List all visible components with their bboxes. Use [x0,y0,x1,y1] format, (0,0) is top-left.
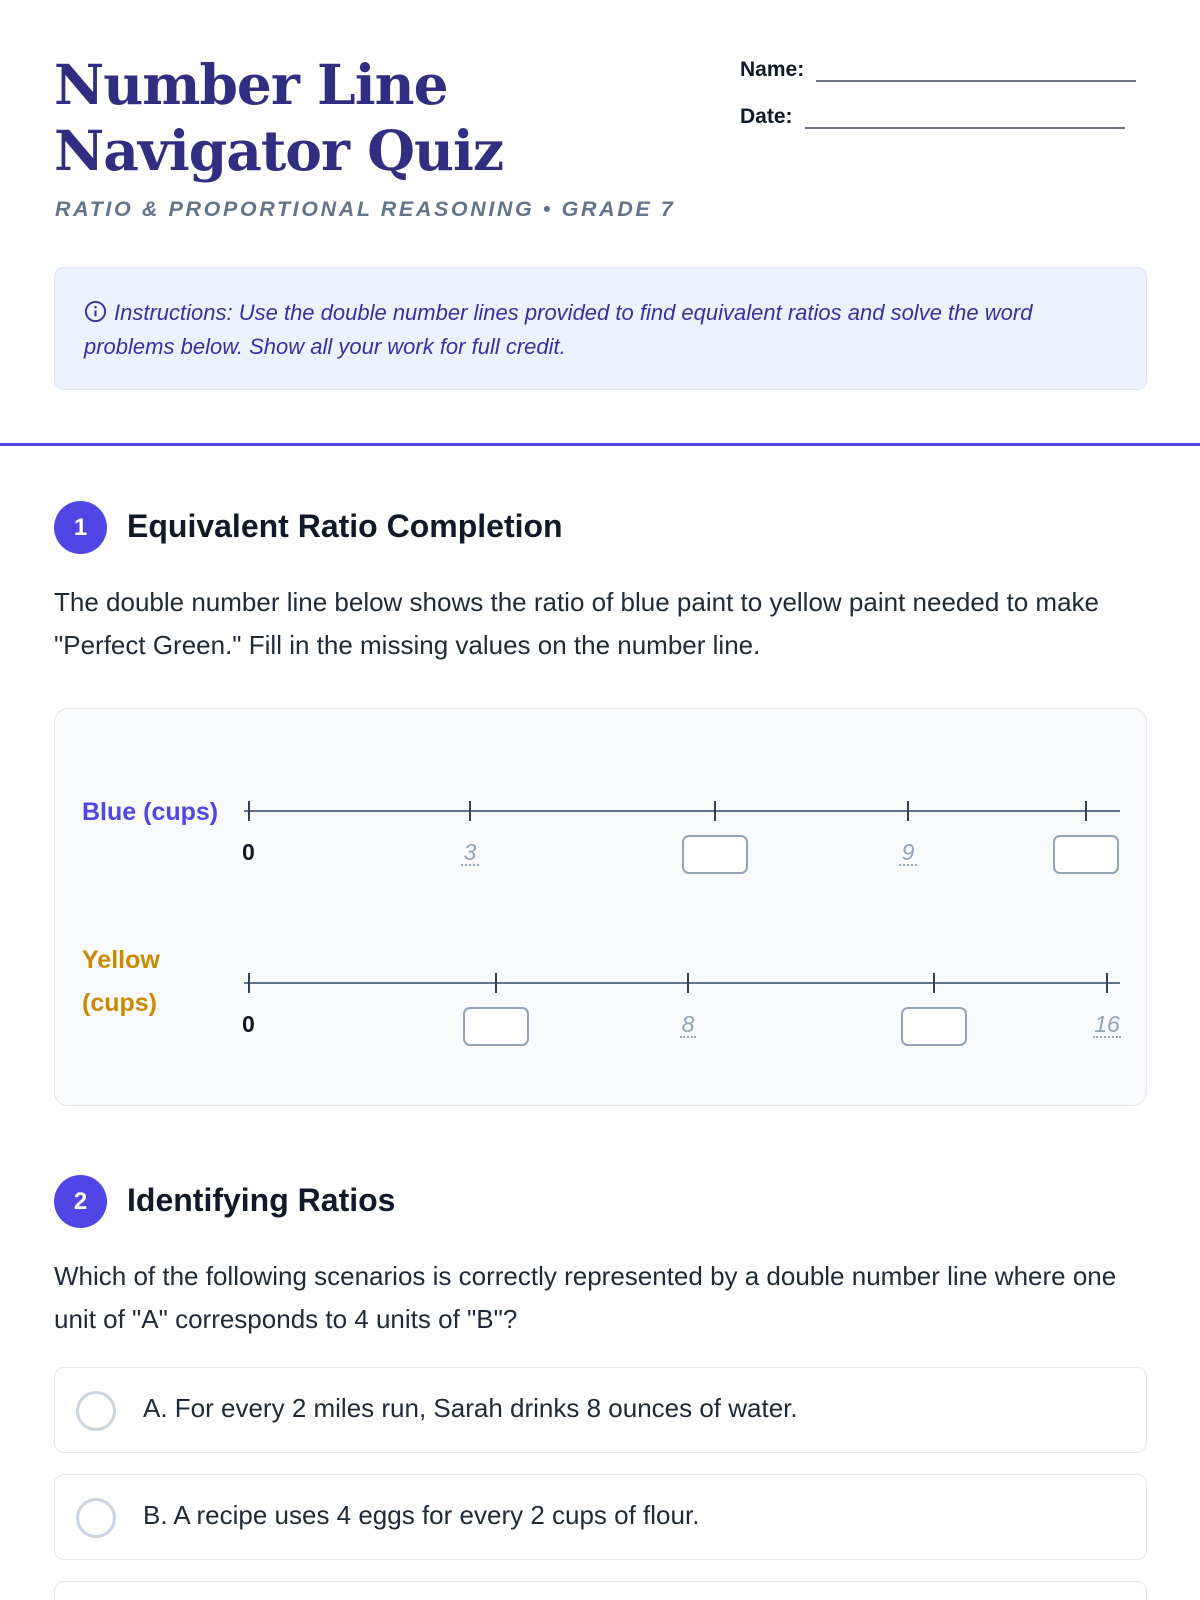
date-row [740,105,1125,129]
section-divider [0,443,1200,446]
blue-line-label: Blue (cups) [82,798,219,826]
blue-tick-label-given: 3 [461,840,479,866]
radio-button[interactable] [76,1498,116,1538]
blue-number-line [244,810,1120,812]
name-row [740,58,1136,82]
yellow-tick [687,973,689,993]
name-field[interactable] [816,62,1136,82]
yellow-tick [248,973,250,993]
yellow-tick [933,973,935,993]
radio-button[interactable] [76,1391,116,1431]
yellow-tick-label-given: 8 [681,1011,695,1037]
yellow-line-label: Yellow (cups) [82,946,160,1017]
blue-answer-input[interactable] [682,835,748,874]
name-label: Name: [740,58,805,81]
date-field[interactable] [805,109,1125,129]
date-label: Date: [740,105,793,128]
answer-option[interactable] [54,1367,1147,1453]
answer-option[interactable] [54,1581,1147,1600]
blue-tick-label-given: 9 [899,840,917,866]
yellow-answer-input[interactable] [901,1007,967,1046]
question-2-badge: 2 [54,1175,107,1228]
question-1-title: Equivalent Ratio Completion [127,508,563,544]
yellow-tick-label-given: 16 [1094,1011,1120,1037]
yellow-tick [1106,973,1108,993]
yellow-answer-input[interactable] [463,1007,529,1046]
answer-option[interactable] [54,1474,1147,1560]
option-label: B. A recipe uses 4 eggs for every 2 cups of flour. [143,1500,700,1530]
instructions-box [54,267,1147,390]
blue-tick-label-0: 0 [242,839,255,865]
blue-tick [907,801,909,821]
info-icon [84,300,107,323]
option-label: A. For every 2 miles run, Sarah drinks 8 ounces of water. [143,1393,798,1423]
question-2-text: Which of the following scenarios is correctly represented by a double number line where one unit of "A" corresponds to 4 units of "B"? [54,1261,1117,1334]
instructions-text: Instructions: Use the double number lines provided to find equivalent ratios and solve the word problems below. Show all your work for full credit. [84,300,1033,359]
double-number-line-panel [54,708,1147,1106]
blue-tick [714,801,716,821]
yellow-tick-label-0: 0 [242,1011,255,1037]
blue-tick [248,801,250,821]
page-subtitle: RATIO & PROPORTIONAL REASONING • GRADE 7 [55,197,676,221]
blue-tick [469,801,471,821]
question-1-text: The double number line below shows the ratio of blue paint to yellow paint needed to make "Perfect Green." Fill in the missing values on the number line. [54,587,1099,660]
question-1-badge: 1 [54,501,107,554]
blue-answer-input[interactable] [1053,835,1119,874]
yellow-number-line [244,982,1120,984]
page-title: Number Line Navigator Quiz [54,52,504,183]
blue-tick [1085,801,1087,821]
yellow-tick [495,973,497,993]
question-2-title: Identifying Ratios [127,1182,396,1218]
